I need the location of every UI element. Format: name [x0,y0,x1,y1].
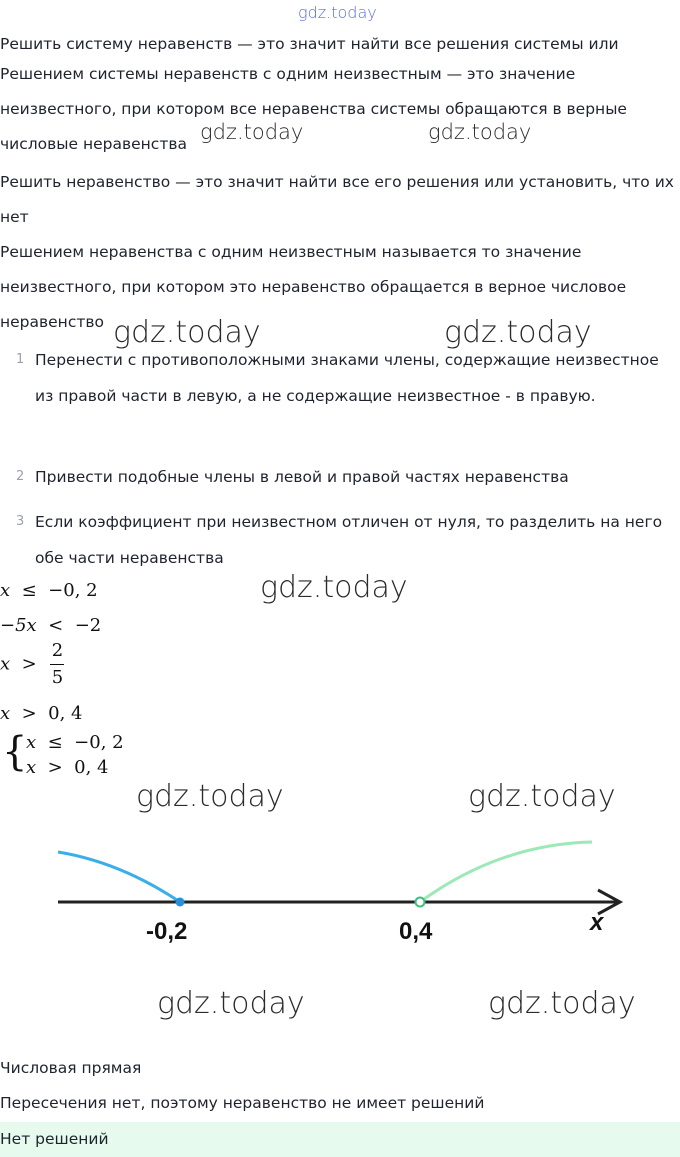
step-item: Привести подобные члены в левой и правой частях неравенства [35,468,569,486]
watermark: gdz.today [488,986,636,1021]
right-solution-arc [420,842,592,902]
watermark: gdz.today [468,779,616,814]
paragraph-inequality-solve: Решить неравенство — это значит найти все его решения или установить, что их нет [0,173,674,226]
system-line-2: x > 0, 4 [26,757,109,778]
number-line [0,830,680,950]
watermark: gdz.today [260,570,408,605]
paragraph-inequality-solution: Решением неравенства с одним неизвестным называется то значение неизвестного, при котором это неравенство обращается в верное числовое неравенство [0,243,627,331]
watermark: gdz.today [428,120,532,144]
axis-label: x [590,909,604,936]
paragraph-system-solution: Решением системы неравенств с одним неизвестным — это значение неизвестного, при котором все неравенства системы обращаются в верные числовые неравенства [0,65,627,153]
watermark: gdz.today [136,779,284,814]
paragraph-system-solve: Решить систему неравенств — это значит найти все решения системы или [0,35,619,53]
step-item: Перенести с противоположными знаками члены, содержащие неизвестное из правой части в левую, а не содержащие неизвестное - в правую. [35,351,659,405]
step-item: Если коэффициент при неизвестном отличен от нуля, то разделить на него обе части неравенства [35,513,663,567]
step-number: 3 [16,514,25,529]
number-line-caption: Числовая прямая [0,1059,142,1077]
left-solution-arc [58,852,180,902]
system-line-1: x ≤ −0, 2 [26,732,124,753]
math-line-4: x > 0, 4 [0,703,83,724]
math-line-3: x > $\frac{2}{5}$ [0,640,64,688]
step-number: 1 [16,352,25,367]
watermark: gdz.today [200,120,304,144]
watermark: gdz.today [113,315,261,350]
point-filled-icon [176,898,185,907]
answer-text: Нет решений [0,1130,109,1148]
step-number: 2 [16,469,25,484]
watermark-top: gdz.today [298,3,377,22]
watermark: gdz.today [444,315,592,350]
point-label-left: -0,2 [146,918,188,945]
point-open-icon [416,898,425,907]
fraction: $\frac{2}{5}$ [51,640,64,688]
system-brace: { [2,729,28,775]
conclusion-text: Пересечения нет, поэтому неравенство не имеет решений [0,1094,485,1112]
watermark: gdz.today [157,986,305,1021]
point-label-right: 0,4 [399,918,433,945]
math-line-2: −5x < −2 [0,615,102,636]
math-line-1: x ≤ −0, 2 [0,580,98,601]
